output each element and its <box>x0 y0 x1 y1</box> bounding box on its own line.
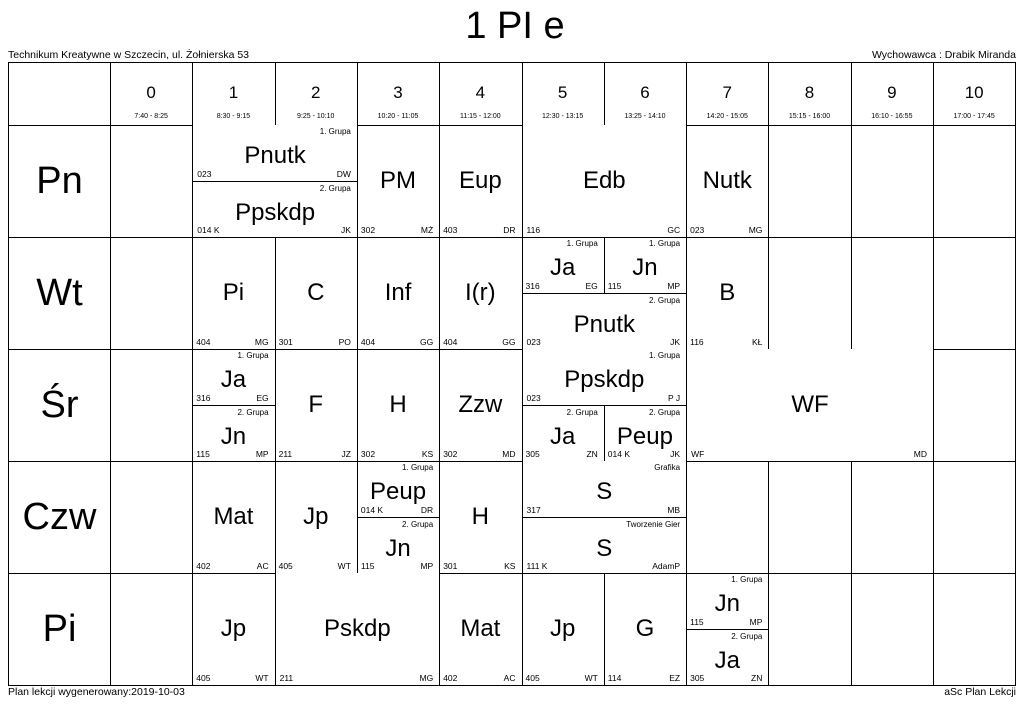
day-label: Czw <box>22 496 97 538</box>
lesson-cell[interactable] <box>357 237 439 349</box>
lesson-room: 302 <box>360 225 376 235</box>
day-label: Pi <box>42 608 77 650</box>
lesson-teacher: AdamP <box>652 561 681 571</box>
lesson-teacher: AC <box>256 561 269 571</box>
lesson-group: 1. Grupa <box>237 351 269 360</box>
column-divider <box>110 63 111 685</box>
lesson-cell[interactable] <box>686 573 768 629</box>
lesson-room: 114 <box>607 673 622 683</box>
lesson-group: 1. Grupa <box>731 575 763 584</box>
lesson-cell[interactable] <box>193 125 357 181</box>
lesson-cell[interactable] <box>439 573 521 685</box>
lesson-teacher: MP <box>667 281 681 291</box>
lesson-subject: Ja <box>220 366 247 393</box>
lesson-cell[interactable] <box>357 125 439 237</box>
lesson-cell[interactable] <box>686 629 768 685</box>
lesson-subject: Ja <box>549 254 576 281</box>
period-time: 14:20 - 15:05 <box>706 113 748 120</box>
lesson-teacher: KS <box>421 449 434 459</box>
lesson-subject: Pi <box>222 279 245 306</box>
lesson-room: 014 K <box>197 225 220 235</box>
lesson-teacher: EG <box>256 393 269 403</box>
lesson-room: 115 <box>607 281 622 291</box>
lesson-teacher: JZ <box>341 449 351 459</box>
lesson-subject: Nutk <box>702 167 752 194</box>
lesson-room: 317 <box>526 505 541 515</box>
period-time: 10:20 - 11:05 <box>377 113 419 120</box>
period-time: 16:10 - 16:55 <box>871 113 913 120</box>
lesson-cell[interactable] <box>604 405 686 461</box>
period-number: 10 <box>964 83 984 102</box>
lesson-group: Tworzenie Gier <box>626 520 681 529</box>
lesson-cell[interactable] <box>439 237 521 349</box>
lesson-subject: Pnutk <box>244 142 306 169</box>
lesson-cell[interactable] <box>604 237 686 293</box>
lesson-teacher: WT <box>584 673 598 683</box>
lesson-cell[interactable] <box>357 517 439 573</box>
lesson-room: 023 <box>197 169 212 179</box>
lesson-cell[interactable] <box>686 237 768 349</box>
lesson-cell[interactable] <box>523 349 687 405</box>
lesson-cell[interactable] <box>275 237 357 349</box>
lesson-subject: Eup <box>458 167 502 194</box>
lesson-subject: Zzw <box>458 391 503 418</box>
period-time: 8:30 - 9:15 <box>216 113 251 120</box>
lesson-room: 316 <box>525 281 540 291</box>
lesson-room: 404 <box>196 337 211 347</box>
lesson-subject: Edb <box>582 167 626 194</box>
lesson-group: 1. Grupa <box>402 463 434 472</box>
lesson-room: 023 <box>690 225 705 235</box>
lesson-group: 1. Grupa <box>648 239 681 248</box>
lesson-teacher: WT <box>337 561 351 571</box>
lesson-cell[interactable] <box>523 461 687 517</box>
lesson-room: 116 <box>526 225 541 235</box>
lesson-subject: Jn <box>385 535 411 562</box>
lesson-subject: PM <box>380 167 417 194</box>
lesson-room: 305 <box>525 449 540 459</box>
lesson-teacher: JK <box>670 337 681 347</box>
lesson-teacher: EZ <box>669 673 681 683</box>
lesson-teacher: MB <box>667 505 681 515</box>
lesson-group: 2. Grupa <box>319 184 351 193</box>
lesson-subject: S <box>596 478 613 505</box>
lesson-room: 302 <box>360 449 376 459</box>
lesson-subject: I(r) <box>465 279 496 306</box>
period-time: 12:30 - 13:15 <box>542 113 584 120</box>
school-name: Technikum Kreatywne w Szczecin, ul. Żołnierska 53 <box>8 49 250 61</box>
lesson-subject: Ja <box>714 647 740 674</box>
lesson-group: 2. Grupa <box>731 632 763 641</box>
lesson-group: 1. Grupa <box>319 127 351 136</box>
lesson-room: 404 <box>360 337 376 347</box>
lesson-room: 403 <box>443 225 458 235</box>
period-number: 9 <box>887 83 897 102</box>
lesson-room: 116 <box>690 337 704 347</box>
lesson-cell[interactable] <box>687 349 933 461</box>
period-number: 2 <box>311 83 321 102</box>
lesson-teacher: JK <box>340 225 351 235</box>
lesson-room: WF <box>691 449 705 459</box>
lesson-cell[interactable] <box>686 125 768 237</box>
lesson-room: 115 <box>690 617 704 627</box>
lesson-teacher: GG <box>419 337 434 347</box>
lesson-room: 211 <box>278 449 293 459</box>
lesson-teacher: PO <box>338 337 351 347</box>
lesson-room: 402 <box>196 561 211 571</box>
period-number: 4 <box>475 83 486 102</box>
period-time: 17:00 - 17:45 <box>953 113 995 120</box>
lesson-teacher: ZN <box>751 673 763 683</box>
lesson-group: 1. Grupa <box>566 239 598 248</box>
lesson-teacher: MP <box>420 561 434 571</box>
lesson-group: 2. Grupa <box>237 408 269 417</box>
lesson-teacher: MP <box>749 617 763 627</box>
lesson-teacher: WT <box>255 673 269 683</box>
lesson-cell[interactable] <box>523 517 687 573</box>
lesson-cell[interactable] <box>439 125 521 237</box>
lesson-cell[interactable] <box>522 573 604 685</box>
lesson-teacher: GC <box>667 225 681 235</box>
period-time: 11:15 - 12:00 <box>459 113 501 120</box>
lesson-teacher: MP <box>255 449 269 459</box>
lesson-cell[interactable] <box>522 405 604 461</box>
lesson-subject: Pnutk <box>573 311 635 338</box>
lesson-group: 2. Grupa <box>648 296 681 305</box>
lesson-cell[interactable] <box>357 461 439 517</box>
lesson-subject: Jn <box>714 590 740 617</box>
lesson-subject: Jn <box>220 423 247 450</box>
generated-date: Plan lekcji wygenerowany:2019-10-03 <box>8 686 185 698</box>
lesson-subject: Ppskdp <box>564 366 645 393</box>
lesson-teacher: MD <box>913 449 927 459</box>
lesson-subject: C <box>307 279 325 306</box>
lesson-subject: G <box>635 615 655 642</box>
lesson-cell[interactable] <box>522 237 604 293</box>
period-number: 1 <box>228 83 239 102</box>
timetable-title: 1 PI e <box>465 5 565 47</box>
period-time: 9:25 - 10:10 <box>297 113 335 120</box>
lesson-teacher: AC <box>503 673 516 683</box>
day-label: Wt <box>36 272 83 314</box>
lesson-subject: F <box>308 391 324 418</box>
lesson-subject: Jp <box>220 615 247 642</box>
period-time: 13:25 - 14:10 <box>624 113 666 120</box>
lesson-cell[interactable] <box>439 349 521 461</box>
lesson-room: 404 <box>443 337 458 347</box>
lesson-subject: B <box>719 279 736 306</box>
lesson-teacher: MG <box>748 225 763 235</box>
lesson-cell[interactable] <box>192 461 274 573</box>
lesson-cell[interactable] <box>192 405 274 461</box>
lesson-teacher: DW <box>336 169 351 179</box>
period-time: 7:40 - 8:25 <box>134 113 168 120</box>
lesson-group: 2. Grupa <box>566 408 598 417</box>
lesson-room: 301 <box>278 337 293 347</box>
lesson-teacher: EG <box>585 281 598 291</box>
lesson-room: 115 <box>360 561 375 571</box>
lesson-subject: Jp <box>549 615 576 642</box>
lesson-group: 2. Grupa <box>402 520 434 529</box>
lesson-teacher: KŁ <box>751 337 763 347</box>
lesson-room: 301 <box>443 561 458 571</box>
lesson-subject: Ppskdp <box>235 199 316 226</box>
lesson-cell[interactable] <box>604 573 686 685</box>
period-number: 6 <box>640 83 650 102</box>
period-number: 8 <box>804 83 815 102</box>
lesson-subject: Mat <box>213 503 254 530</box>
lesson-teacher: DR <box>420 505 434 515</box>
lesson-subject: Ja <box>549 423 576 450</box>
lesson-room: 014 K <box>360 505 384 515</box>
day-label: Śr <box>40 384 79 426</box>
lesson-teacher: JK <box>670 449 681 459</box>
lesson-room: 405 <box>196 673 211 683</box>
lesson-subject: WF <box>791 391 829 418</box>
lesson-cell[interactable] <box>357 349 439 461</box>
timetable-grid <box>8 62 1016 686</box>
period-number: 3 <box>393 83 403 102</box>
column-divider <box>933 63 934 685</box>
app-brand: aSc Plan Lekcji <box>944 686 1016 698</box>
lesson-room: 111 K <box>526 561 548 571</box>
lesson-subject: H <box>389 391 407 418</box>
lesson-cell[interactable] <box>523 125 687 237</box>
lesson-group: Grafika <box>654 463 681 472</box>
lesson-room: 023 <box>526 393 541 403</box>
lesson-subject: S <box>596 535 613 562</box>
lesson-room: 023 <box>526 337 541 347</box>
class-teacher: Wychowawca : Drabik Miranda <box>871 49 1016 61</box>
lesson-subject: Mat <box>460 615 501 642</box>
lesson-subject: Jn <box>632 254 658 281</box>
lesson-room: 316 <box>196 393 211 403</box>
lesson-room: 302 <box>443 449 458 459</box>
lesson-room: 402 <box>443 673 458 683</box>
lesson-cell[interactable] <box>192 237 274 349</box>
lesson-teacher: KS <box>504 561 516 571</box>
lesson-room: 211 <box>279 673 294 683</box>
lesson-teacher: MD <box>502 449 516 459</box>
lesson-teacher: MŻ <box>420 225 434 235</box>
lesson-room: 405 <box>525 673 540 683</box>
lesson-subject: Jp <box>303 503 329 530</box>
lesson-group: 2. Grupa <box>648 408 681 417</box>
lesson-group: 1. Grupa <box>648 351 681 360</box>
lesson-teacher: DR <box>503 225 516 235</box>
lesson-teacher: MG <box>254 337 269 347</box>
lesson-subject: H <box>471 503 489 530</box>
lesson-subject: Inf <box>384 279 412 306</box>
lesson-subject: Pskdp <box>324 615 391 642</box>
lesson-room: 014 K <box>607 449 631 459</box>
period-number: 7 <box>722 83 732 102</box>
lesson-teacher: ZN <box>586 449 598 459</box>
period-number: 0 <box>146 83 156 102</box>
lesson-teacher: GG <box>502 337 516 347</box>
lesson-cell[interactable] <box>439 461 521 573</box>
lesson-cell[interactable] <box>523 293 687 349</box>
lesson-cell[interactable] <box>192 349 274 405</box>
lesson-cell[interactable] <box>275 461 357 573</box>
lesson-cell[interactable] <box>193 181 357 237</box>
day-label: Pn <box>36 160 83 202</box>
lesson-room: 305 <box>690 673 705 683</box>
lesson-subject: Peup <box>616 423 673 450</box>
lesson-cell[interactable] <box>192 573 274 685</box>
lesson-subject: Peup <box>370 478 427 505</box>
lesson-cell[interactable] <box>276 573 440 685</box>
lesson-teacher: MG <box>419 673 434 683</box>
lesson-cell[interactable] <box>275 349 357 461</box>
lesson-room: 405 <box>278 561 293 571</box>
lesson-teacher: P J <box>667 393 681 403</box>
period-time: 15:15 - 16:00 <box>788 113 831 120</box>
lesson-room: 115 <box>196 449 210 459</box>
period-number: 5 <box>557 83 568 102</box>
